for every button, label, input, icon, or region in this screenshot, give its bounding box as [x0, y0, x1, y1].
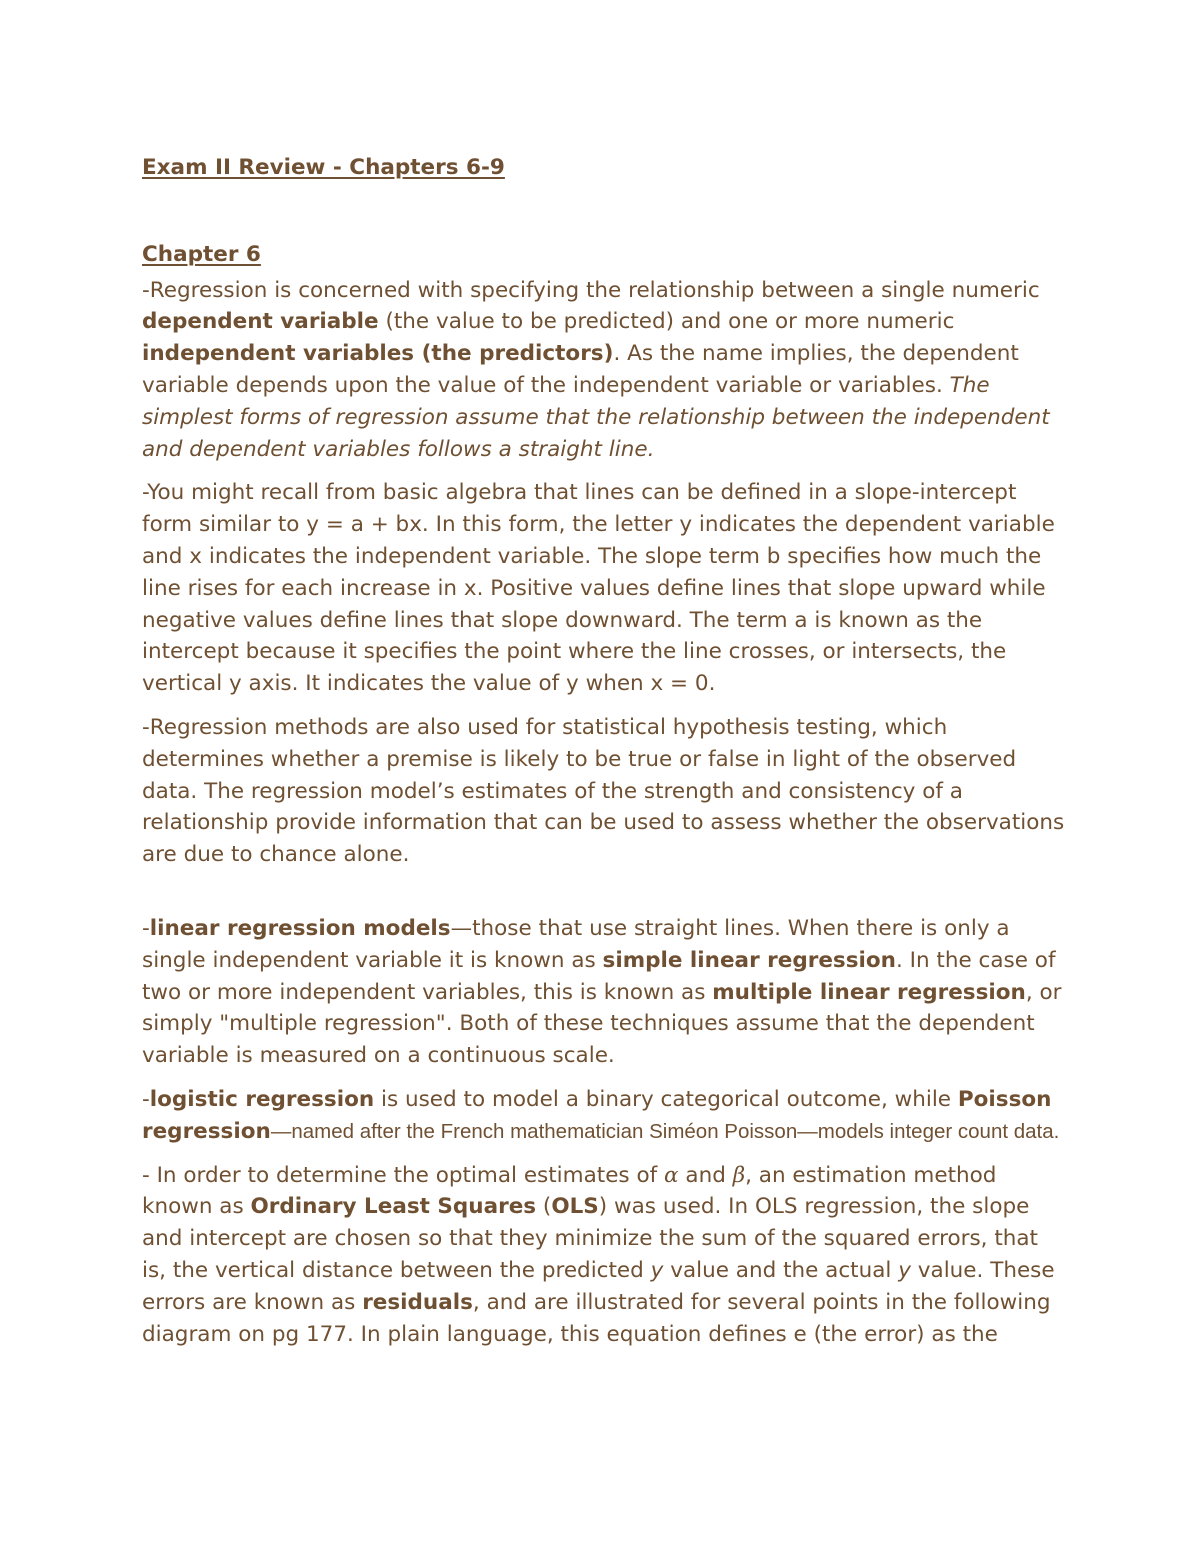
- text-run: . In the case of two or more independent variables, this is known as: [142, 947, 1056, 1005]
- text-run: -Regression is concerned with specifying the relationship between a single numeric: [142, 277, 1040, 303]
- document-body: [142, 152, 1067, 1362]
- italic-y-variable: y: [898, 1257, 911, 1283]
- bold-term-dependent-variable: dependent variable: [142, 309, 379, 335]
- paragraph-slope-intercept: [142, 477, 1067, 700]
- paragraph-ols: [142, 1160, 1067, 1351]
- text-run: - In order to determine the optimal estimates of: [142, 1162, 665, 1188]
- text-run: , and are illustrated for several points in the following diagram on pg 177. In plain language, this equation defines e (the error) as the: [142, 1289, 1051, 1347]
- italic-y-variable: y: [650, 1257, 664, 1283]
- text-run: (the value to be predicted) and one or more numeric: [378, 309, 955, 335]
- italic-straight-line-note: The simplest forms of regression assume that the relationship between the independent and dependent variables follows a straight line.: [142, 372, 1050, 462]
- paragraph-logistic-poisson: [142, 1084, 1067, 1148]
- bold-term-independent-variables: independent variables (the predictors): [142, 341, 614, 367]
- bold-term-residuals: residuals: [362, 1289, 473, 1315]
- document-title: Exam II Review - Chapters 6-9: [142, 155, 505, 180]
- text-run: . As the name implies, the dependent variable depends upon the value of the independent variable or variables.: [142, 341, 1019, 398]
- text-run: (: [536, 1194, 552, 1220]
- text-run: ) was used. In OLS regression, the slope and intercept are chosen so that they minimize the sum of the squared errors, that is, the vertical distance between the predicted: [142, 1194, 1038, 1283]
- beta-symbol: β: [732, 1162, 746, 1188]
- text-run: -: [142, 915, 150, 941]
- bold-term-linear-regression-models: linear regression models: [149, 915, 451, 941]
- bold-term-logistic-regression: logistic regression: [149, 1086, 375, 1112]
- bold-term-simple-linear-regression: simple linear regression: [602, 947, 896, 973]
- alpha-symbol: α: [664, 1162, 679, 1188]
- bold-term-poisson-regression: Poisson regression: [142, 1086, 1052, 1144]
- text-run: -Regression methods are also used for statistical hypothesis testing, which determines whether a premise is likely to be true or false in light of the observed data. The regression model’s estimates of the strength and consistency of a relationship provide information that can be used to assess whether the observations are due to chance alone.: [142, 714, 1065, 868]
- text-run: is used to model a binary categorical outcome, while: [374, 1086, 958, 1112]
- bold-term-ordinary-least-squares: Ordinary Least Squares: [250, 1194, 537, 1220]
- bold-term-ols: OLS: [551, 1194, 599, 1220]
- chapter-heading: Chapter 6: [142, 241, 261, 267]
- text-run: value and the actual: [663, 1257, 899, 1283]
- text-run: —those that use straight lines. When there is only a single independent variable it is known as: [142, 915, 1010, 973]
- bold-term-multiple-linear-regression: multiple linear regression: [712, 979, 1026, 1005]
- paragraph-linear-regression-models: [142, 913, 1067, 1072]
- text-run: value. These errors are known as: [142, 1257, 1055, 1315]
- text-run: and: [678, 1162, 733, 1188]
- text-run: —named after the French mathematician Siméon Poisson—models integer count data.: [270, 1119, 1060, 1143]
- paragraph-hypothesis-testing: [142, 712, 1067, 871]
- text-run: , an estimation method known as: [142, 1162, 997, 1220]
- text-run: -You might recall from basic algebra that lines can be defined in a slope-intercept form similar to y = a + bx. In this form, the letter y indicates the dependent variable and x indicates the independent variable. The slope term b specifies how much the line rises for each increase in x. Positive values define lines that slope upward while negative values define lines that slope downward. The term a is known as the intercept because it specifies the point where the line crosses, or intersects, the vertical y axis. It indicates the value of y when x = 0.: [142, 480, 1055, 697]
- text-run: , or simply "multiple regression". Both of these techniques assume that the dependent variable is measured on a continuous scale.: [142, 979, 1062, 1069]
- paragraph-regression-intro: [142, 275, 1067, 466]
- text-run: -: [142, 1086, 150, 1112]
